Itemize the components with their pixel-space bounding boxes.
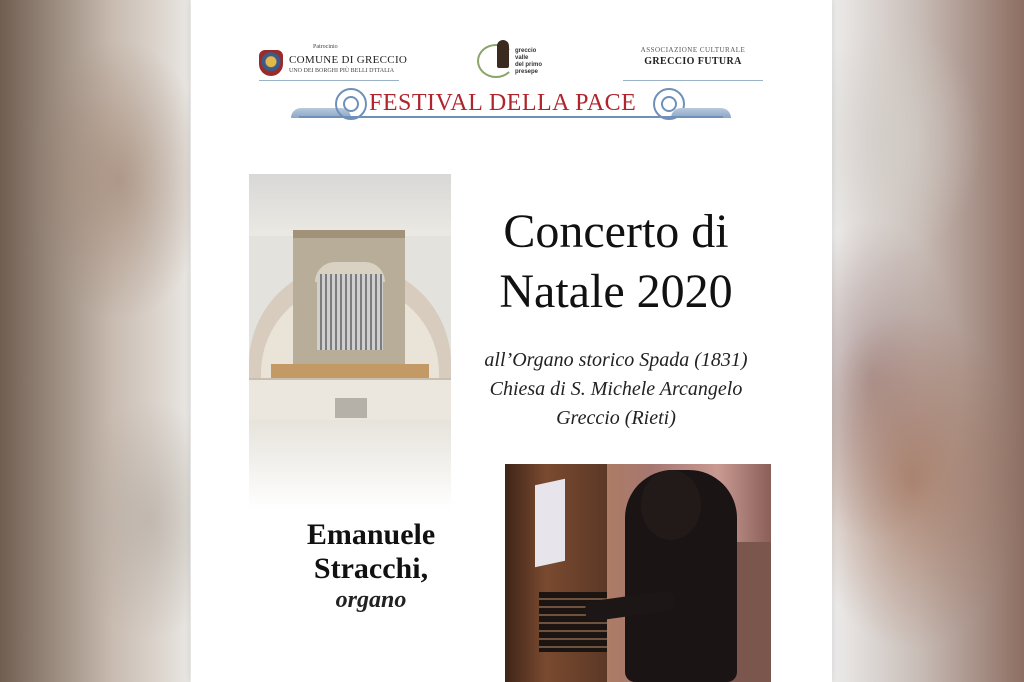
coat-of-arms-icon [259,50,283,76]
concert-title-line1: Concerto di [503,205,729,258]
logo-divider [259,80,399,81]
historic-organ-photo [249,174,451,420]
patrocinio-label: Patrocinio [313,44,338,50]
blurred-background-right [832,0,1024,682]
venue-info [431,346,801,433]
organist-photo [505,464,771,682]
association-label: ASSOCIAZIONE CULTURALE [640,46,746,54]
presepe-logo-text: greccio valle del primo presepe [515,48,543,75]
performer-last-name: Stracchi, [313,552,429,585]
performer-instrument: organo [335,587,407,613]
organ-pipes [317,274,383,350]
concert-poster [191,0,832,682]
comune-tagline: UNO DEI BORGHI PIÙ BELLI D'ITALIA [289,68,395,74]
photo-reflection [249,420,451,510]
blurred-background-left [0,0,190,682]
association-name: GRECCIO FUTURA [644,56,742,67]
circle-mark-icon [477,44,515,78]
venue-town: Greccio (Rieti) [556,407,676,429]
greccio-futura-logo [623,46,763,76]
banner-underline [299,116,723,118]
sheet-music [535,479,565,567]
sponsor-logos [191,40,832,84]
concert-title [431,202,801,322]
logo-divider [623,80,763,81]
friar-figure-icon [497,40,509,68]
festival-banner [291,86,731,126]
festival-title: FESTIVAL DELLA PACE [369,90,637,116]
valle-del-primo-presepe-logo [477,40,549,80]
comune-di-greccio-logo [259,44,408,80]
venue-church: Chiesa di S. Michele Arcangelo [489,378,743,400]
performer-first-name: Emanuele [306,518,436,551]
concert-title-line2: Natale 2020 [499,265,733,318]
venue-organ: all’Organo storico Spada (1831) [484,349,748,371]
performer-credit [251,518,491,614]
comune-name: COMUNE DI GRECCIO [289,54,408,66]
